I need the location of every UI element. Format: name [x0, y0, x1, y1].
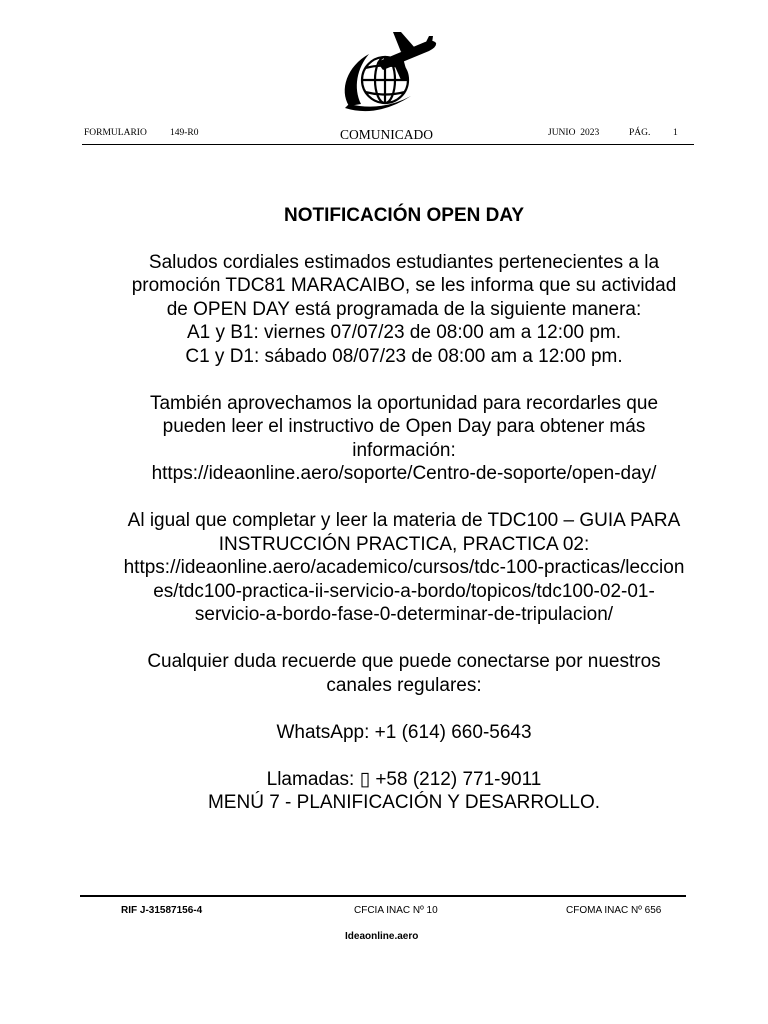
paragraph-line: INSTRUCCIÓN PRACTICA, PRACTICA 02: — [218, 533, 590, 555]
paragraph-line: pueden leer el instructivo de Open Day para obtener más — [162, 416, 646, 437]
practice-paragraph — [84, 509, 724, 627]
page-label: PÁG. — [629, 128, 651, 138]
notice-body — [84, 204, 724, 815]
practice-link-line[interactable]: servicio-a-bordo-fase-0-determinar-de-tripulacion/ — [194, 604, 614, 625]
globe-airplane-logo — [337, 30, 439, 114]
document-date: JUNIO 2023 — [548, 128, 600, 138]
rif-number: RIF J-31587156-4 — [121, 905, 203, 916]
footer-divider — [80, 895, 686, 897]
practice-link-line[interactable]: es/tdc100-practica-ii-servicio-a-bordo/topicos/tdc100-02-01- — [153, 580, 655, 602]
form-code: 149-R0 — [170, 128, 199, 138]
website-link[interactable] — [345, 931, 418, 942]
cfcia-certificate: CFCIA INAC Nº 10 — [354, 905, 438, 916]
greeting-paragraph — [84, 251, 724, 369]
schedule-c1-d1: C1 y D1: sábado 08/07/23 de 08:00 am a 12:00 pm. — [185, 345, 623, 367]
paragraph-line: Al igual que completar y leer la materia de TDC100 – GUIA PARA — [127, 510, 681, 531]
whatsapp-contact — [84, 721, 724, 745]
paragraph-line: información: — [352, 439, 456, 461]
instructions-paragraph — [84, 392, 724, 486]
paragraph-line: canales regulares: — [326, 674, 482, 696]
paragraph-line: promoción TDC81 MARACAIBO, se les informa que su actividad — [131, 275, 677, 296]
cfoma-certificate: CFOMA INAC Nº 656 — [566, 905, 662, 916]
menu-option: MENÚ 7 - PLANIFICACIÓN Y DESARROLLO. — [207, 792, 601, 813]
paragraph-line: Cualquier duda recuerde que puede conectarse por nuestros — [147, 651, 661, 672]
page-number: 1 — [673, 128, 678, 138]
form-label: FORMULARIO — [84, 128, 147, 138]
website-name[interactable]: Ideaonline.aero — [345, 931, 419, 942]
phone-number: Llamadas: ▯ +58 (212) 771-9011 — [266, 768, 542, 790]
notice-title: NOTIFICACIÓN OPEN DAY — [284, 205, 524, 226]
document-type-title: COMUNICADO — [340, 127, 434, 142]
whatsapp-number: WhatsApp: +1 (614) 660-5643 — [276, 721, 532, 743]
paragraph-line: Saludos cordiales estimados estudiantes pertenecientes a la — [148, 251, 660, 273]
phone-contact — [84, 768, 724, 815]
paragraph-line: de OPEN DAY está programada de la siguiente manera: — [166, 298, 642, 320]
paragraph-line: También aprovechamos la oportunidad para recordarles que — [149, 392, 659, 414]
schedule-a1-b1: A1 y B1: viernes 07/07/23 de 08:00 am a 12:00 pm. — [186, 322, 622, 343]
open-day-link[interactable]: https://ideaonline.aero/soporte/Centro-de-soporte/open-day/ — [151, 463, 657, 484]
practice-link-line[interactable]: https://ideaonline.aero/academico/cursos/tdc-100-practicas/leccion — [123, 557, 685, 578]
contact-paragraph — [84, 650, 724, 697]
header-divider — [82, 144, 694, 145]
